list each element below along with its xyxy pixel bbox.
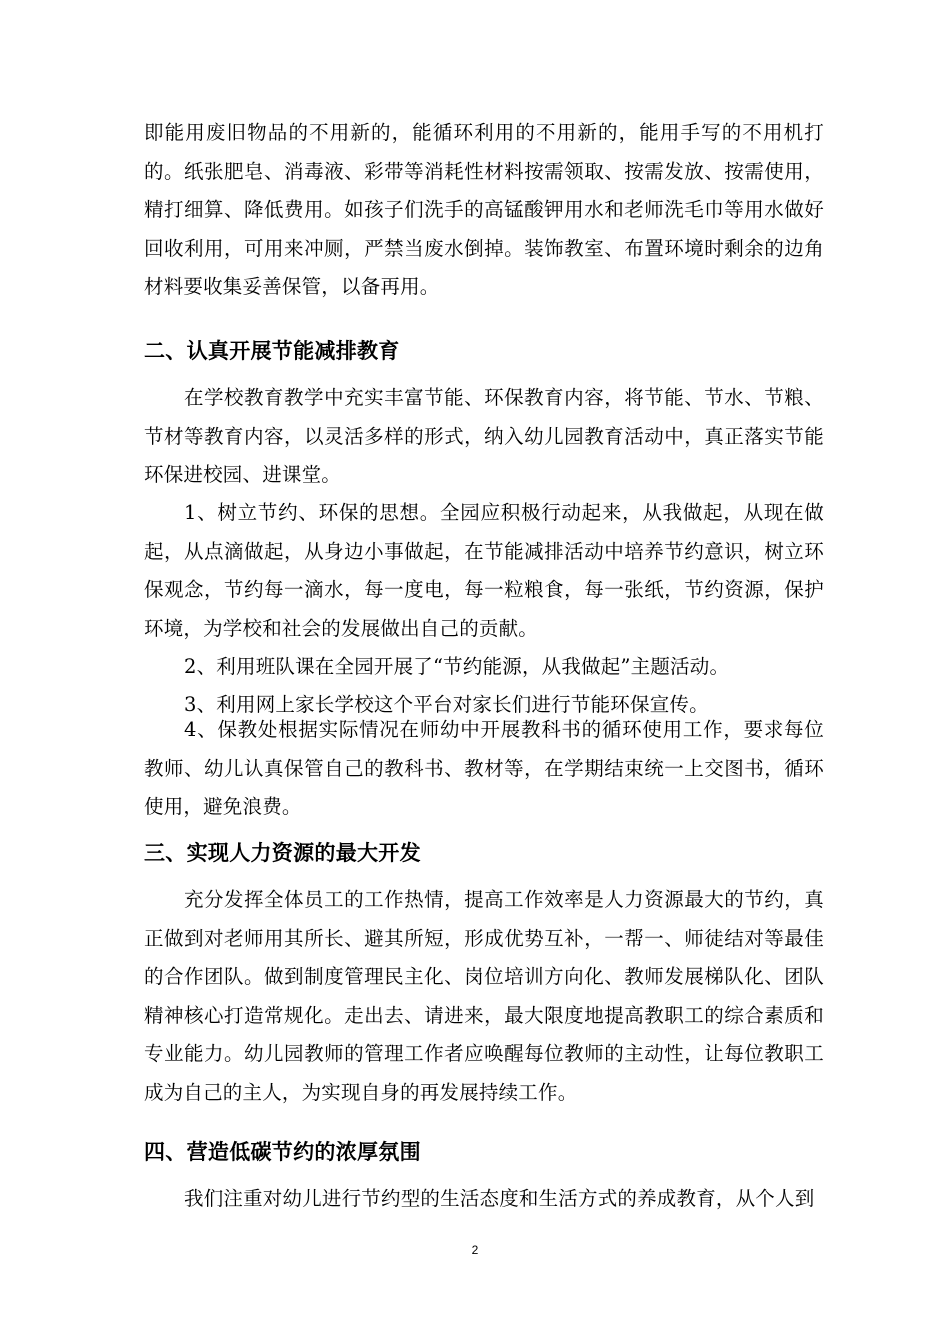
section-2-item-2: 2、利用班队课在全园开展了“节约能源，从我做起”主题活动。 — [184, 655, 730, 678]
section-4-paragraph: 我们注重对幼儿进行节约型的生活态度和生活方式的养成教育，从个人到 — [184, 1187, 815, 1210]
section-heading-4: 四、营造低碳节约的浓厚氛围 — [144, 1140, 421, 1164]
section-2-item-4: 4、保教处根据实际情况在师幼中开展教科书的循环使用工作，要求每位教师、幼儿认真保管自己的教科书、教材等，在学期结束统一上交图书，循环使用，避免浪费。 — [144, 718, 824, 819]
section-2-paragraph: 在学校教育教学中充实丰富节能、环保教育内容，将节能、节水、节粮、节材等教育内容，以灵活多样的形式，纳入幼儿园教育活动中，真正落实节能环保进校园、进课堂。 — [144, 386, 824, 487]
section-heading-2: 二、认真开展节能减排教育 — [144, 339, 400, 363]
section-2-item-3: 3、利用网上家长学校这个平台对家长们进行节能环保宣传。 — [184, 693, 709, 716]
page-number: 2 — [471, 1243, 479, 1257]
intro-paragraph: 即能用废旧物品的不用新的，能循环利用的不用新的，能用手写的不用机打的。纸张肥皂、消毒液、彩带等消耗性材料按需领取、按需发放、按需使用，精打细算、降低费用。如孩子们洗手的高锰酸钾用水和老师洗毛巾等用水做好回收利用，可用来冲厕，严禁当废水倒掉。装饰教室、布置环境时剩余的边角材料要收集妥善保管，以备再用。 — [144, 121, 824, 299]
section-heading-3: 三、实现人力资源的最大开发 — [144, 841, 421, 865]
section-2-item-1: 1、树立节约、环保的思想。全园应积极行动起来，从我做起，从现在做起，从点滴做起，从身边小事做起，在节能减排活动中培养节约意识，树立环保观念，节约每一滴水，每一度电，每一粒粮食，每一张纸，节约资源，保护环境，为学校和社会的发展做出自己的贡献。 — [144, 501, 824, 640]
section-3-paragraph: 充分发挥全体员工的工作热情，提高工作效率是人力资源最大的节约，真正做到对老师用其所长、避其所短，形成优势互补，一帮一、师徒结对等最佳的合作团队。做到制度管理民主化、岗位培训方向化、教师发展梯队化、团队精神核心打造常规化。走出去、请进来，最大限度地提高教职工的综合素质和专业能力。幼儿园教师的管理工作者应唤醒每位教师的主动性，让每位教职工成为自己的主人，为实现自身的再发展持续工作。 — [144, 888, 824, 1104]
